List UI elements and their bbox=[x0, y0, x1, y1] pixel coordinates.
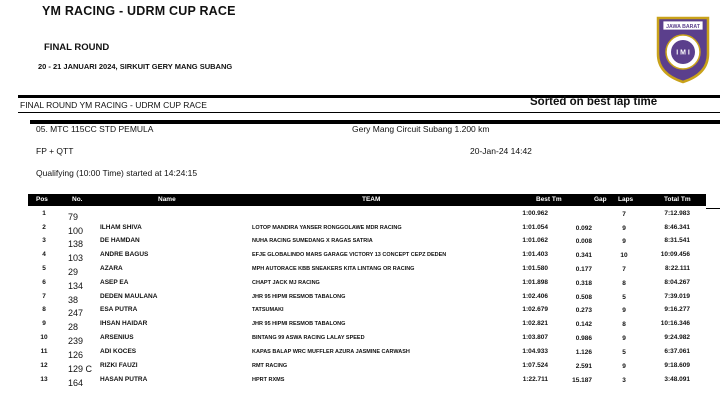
table-row bbox=[0, 251, 720, 264]
row-total-time: 9:18.609 bbox=[664, 362, 690, 369]
sub-rule bbox=[18, 112, 720, 113]
logo-text-mid: I M I bbox=[676, 49, 690, 57]
row-best-time: 1:01.062 bbox=[522, 237, 548, 244]
row-total-time: 8:46.341 bbox=[664, 224, 690, 231]
row-pos: 8 bbox=[42, 306, 46, 313]
row-laps: 8 bbox=[622, 321, 626, 328]
table-row bbox=[0, 376, 720, 389]
row-total-time: 8:04.267 bbox=[664, 279, 690, 286]
table-row bbox=[0, 224, 720, 237]
row-gap: 0.008 bbox=[575, 238, 592, 245]
row-gap: 15.187 bbox=[572, 377, 592, 384]
row-total-time: 7:39.019 bbox=[664, 293, 690, 300]
row-rider-name: IHSAN HAIDAR bbox=[100, 320, 148, 327]
row-laps: 7 bbox=[622, 266, 626, 273]
row-laps: 9 bbox=[622, 225, 626, 232]
event-dates: 20 - 21 JANUARI 2024, SIRKUIT GERY MANG SUBANG bbox=[38, 62, 233, 71]
row-number: 126 bbox=[68, 350, 84, 360]
row-gap: 1.126 bbox=[575, 349, 592, 356]
row-best-time: 1:07.524 bbox=[522, 362, 548, 369]
row-best-time: 1:01.898 bbox=[522, 279, 548, 286]
row-pos: 6 bbox=[42, 279, 46, 286]
row-best-time: 1:22.711 bbox=[522, 376, 548, 383]
row-gap: 0.986 bbox=[575, 335, 592, 342]
row-rider-name: DE HAMDAN bbox=[100, 237, 140, 244]
row-number: 138 bbox=[68, 239, 84, 249]
row-laps: 10 bbox=[620, 252, 628, 259]
row-gap: 0.341 bbox=[575, 252, 592, 259]
row-team: JHR 95 HIPMI RESMOB TABALONG bbox=[252, 294, 346, 300]
row-rider-name: AZARA bbox=[100, 265, 123, 272]
row-pos: 4 bbox=[42, 251, 46, 258]
row-pos: 5 bbox=[42, 265, 46, 272]
row-total-time: 6:37.061 bbox=[664, 348, 690, 355]
row-total-time: 9:16.277 bbox=[664, 306, 690, 313]
row-gap: 0.508 bbox=[575, 294, 592, 301]
row-team: MPH AUTORACE KBB SNEAKERS KITA LINTANG OR RACING bbox=[252, 266, 415, 272]
row-team: TATSUMAKI bbox=[252, 307, 284, 313]
row-best-time: 1:00.962 bbox=[522, 210, 548, 217]
row-rider-name: ARSENIUS bbox=[100, 334, 134, 341]
row-pos: 9 bbox=[42, 320, 46, 327]
row-team: BINTANG 99 ASWA RACING LALAY SPEED bbox=[252, 335, 365, 341]
row-pos: 13 bbox=[40, 376, 48, 383]
col-pos: Pos bbox=[36, 196, 48, 203]
row-gap: 0.318 bbox=[575, 280, 592, 287]
report-subtitle: FINAL ROUND YM RACING - UDRM CUP RACE bbox=[20, 100, 207, 110]
row-number: 134 bbox=[68, 281, 84, 291]
row-rider-name: RIZKI FAUZI bbox=[100, 362, 138, 369]
row-number: 79 bbox=[68, 212, 79, 222]
row-number: 100 bbox=[68, 226, 84, 236]
row-laps: 7 bbox=[622, 211, 626, 218]
row-rider-name: ASEP EA bbox=[100, 279, 129, 286]
row-total-time: 8:31.541 bbox=[664, 237, 690, 244]
row-best-time: 1:01.580 bbox=[522, 265, 548, 272]
row-rider-name: HASAN PUTRA bbox=[100, 376, 148, 383]
row-best-time: 1:04.933 bbox=[522, 348, 548, 355]
row-total-time: 10:16.346 bbox=[660, 320, 690, 327]
session-date: 20-Jan-24 14:42 bbox=[470, 146, 532, 156]
row-pos: 2 bbox=[42, 224, 46, 231]
row-team: JHR 95 HIPMI RESMOB TABALONG bbox=[252, 321, 346, 327]
table-row bbox=[0, 293, 720, 306]
row-pos: 12 bbox=[40, 362, 48, 369]
row-rider-name: ESA PUTRA bbox=[100, 306, 138, 313]
imi-jabar-logo bbox=[654, 14, 712, 84]
row-team: EFJE GLOBALINDO MARS GARAGE VICTORY 13 CONCEPT CEPZ DEDEN bbox=[252, 252, 447, 258]
row-rider-name: ADI KOCES bbox=[100, 348, 137, 355]
row-number: 164 bbox=[68, 378, 84, 388]
table-row bbox=[0, 210, 720, 223]
row-laps: 9 bbox=[622, 335, 626, 342]
sort-label: Sorted on best lap time bbox=[530, 96, 658, 108]
row-laps: 5 bbox=[622, 294, 626, 301]
row-number: 129 C bbox=[68, 364, 93, 374]
qualifying-info: Qualifying (10:00 Time) started at 14:24:15 bbox=[36, 168, 198, 178]
row-laps: 9 bbox=[622, 363, 626, 370]
table-row bbox=[0, 237, 720, 250]
row-total-time: 10:09.456 bbox=[660, 251, 690, 258]
row-total-time: 9:24.982 bbox=[664, 334, 690, 341]
table-row bbox=[0, 320, 720, 333]
row-pos: 10 bbox=[40, 334, 48, 341]
table-row bbox=[0, 348, 720, 361]
row-best-time: 1:01.054 bbox=[522, 224, 548, 231]
row-total-time: 7:12.983 bbox=[664, 210, 690, 217]
row-best-time: 1:01.403 bbox=[522, 251, 548, 258]
row-best-time: 1:02.679 bbox=[522, 306, 548, 313]
logo-text-top: JAWA BARAT bbox=[666, 24, 700, 30]
row-team: LOTOP MANDIRA YANSER RONGGOLAWE MDR RACING bbox=[252, 225, 402, 231]
table-header bbox=[28, 194, 706, 206]
row-number: 29 bbox=[68, 267, 79, 277]
col-gap: Gap bbox=[594, 196, 607, 203]
col-name: Name bbox=[158, 196, 176, 203]
session-name: FP + QTT bbox=[36, 146, 74, 156]
row-laps: 9 bbox=[622, 238, 626, 245]
header-side-line bbox=[706, 208, 720, 209]
row-team: CHAPT JACK MJ RACING bbox=[252, 280, 320, 286]
row-laps: 3 bbox=[622, 377, 626, 384]
col-team: TEAM bbox=[362, 196, 381, 203]
row-gap: 0.177 bbox=[575, 266, 592, 273]
col-no: No. bbox=[72, 196, 83, 203]
row-pos: 1 bbox=[42, 210, 46, 217]
row-best-time: 1:03.807 bbox=[522, 334, 548, 341]
row-rider-name: ILHAM SHIVA bbox=[100, 224, 142, 231]
row-number: 38 bbox=[68, 295, 79, 305]
row-total-time: 3:48.091 bbox=[664, 376, 690, 383]
col-total: Total Tm bbox=[664, 196, 691, 203]
row-laps: 8 bbox=[622, 280, 626, 287]
row-gap: 0.142 bbox=[575, 321, 592, 328]
row-best-time: 1:02.821 bbox=[522, 320, 548, 327]
row-gap: 0.092 bbox=[575, 225, 592, 232]
event-title: YM RACING - UDRM CUP RACE bbox=[42, 4, 236, 18]
table-row bbox=[0, 306, 720, 319]
row-rider-name: DEDEN MAULANA bbox=[100, 293, 158, 300]
class-name: 05. MTC 115CC STD PEMULA bbox=[36, 124, 154, 134]
row-pos: 3 bbox=[42, 237, 46, 244]
circuit-info: Gery Mang Circuit Subang 1.200 km bbox=[352, 124, 490, 134]
row-pos: 11 bbox=[40, 348, 48, 355]
row-team: RMT RACING bbox=[252, 363, 288, 369]
row-number: 239 bbox=[68, 336, 84, 346]
col-best: Best Tm bbox=[536, 196, 562, 203]
row-rider-name: ANDRE BAGUS bbox=[100, 251, 149, 258]
table-row bbox=[0, 334, 720, 347]
row-laps: 5 bbox=[622, 349, 626, 356]
row-gap: 0.273 bbox=[575, 307, 592, 314]
row-number: 28 bbox=[68, 322, 79, 332]
row-gap: 2.591 bbox=[575, 363, 592, 370]
row-pos: 7 bbox=[42, 293, 46, 300]
row-team: KAPAS BALAP WRC MUFFLER AZURA JASMINE CARWASH bbox=[252, 349, 410, 355]
row-number: 103 bbox=[68, 253, 84, 263]
table-row bbox=[0, 362, 720, 375]
table-row bbox=[0, 265, 720, 278]
row-total-time: 8:22.111 bbox=[665, 265, 690, 272]
row-team: HPRT RXMS bbox=[252, 377, 285, 383]
row-laps: 9 bbox=[622, 307, 626, 314]
row-number: 247 bbox=[68, 308, 84, 318]
table-row bbox=[0, 279, 720, 292]
round-label: FINAL ROUND bbox=[44, 42, 110, 53]
row-best-time: 1:02.406 bbox=[522, 293, 548, 300]
row-team: NUHA RACING SUMEDANG X RAGAS SATRIA bbox=[252, 238, 373, 244]
col-laps: Laps bbox=[618, 196, 634, 203]
